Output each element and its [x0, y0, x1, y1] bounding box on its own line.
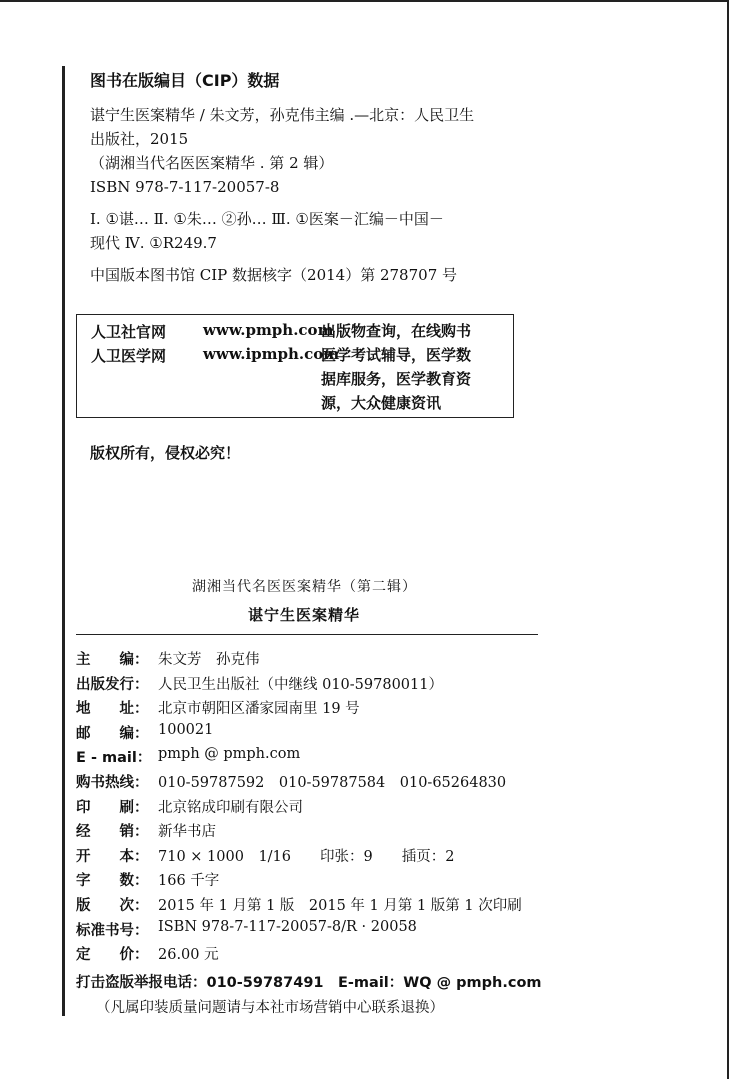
- site-desc-line: 源，大众健康资讯: [321, 394, 442, 412]
- info-label: 出版发行：: [76, 676, 149, 693]
- info-value: 710 × 1000 1/16 印张：9 插页：2: [158, 848, 455, 865]
- cip-heading: 图书在版编目（CIP）数据: [90, 71, 280, 90]
- left-margin-rule: [62, 66, 65, 1016]
- book-title: 谌宁生医案精华: [248, 606, 361, 624]
- site-desc-line: 据库服务，医学教育资: [321, 370, 472, 388]
- publication-info: [76, 648, 636, 968]
- quality-return-note: （凡属印装质量问题请与本社市场营销中心联系退换）: [96, 1000, 444, 1016]
- info-row-price: [76, 943, 636, 968]
- info-value: 166 千字: [158, 873, 220, 890]
- info-value: 2015 年 1 月第 1 版 2015 年 1 月第 1 版第 1 次印刷: [158, 897, 522, 914]
- frame-right-border: [727, 0, 729, 1079]
- info-label: 版 次：: [76, 897, 149, 914]
- info-value: 朱文芳 孙克伟: [158, 652, 260, 668]
- info-label: 主 编：: [76, 652, 149, 668]
- site-url-ipmph[interactable]: www.ipmph.com: [203, 345, 340, 363]
- info-label: 邮 编：: [76, 725, 149, 742]
- info-label: 开 本：: [76, 848, 149, 865]
- info-row-postcode: [76, 722, 636, 747]
- site-row-pmph: [91, 321, 334, 342]
- info-label: E - mail：: [76, 750, 152, 767]
- cip-line-publisher: 出版社，2015: [90, 130, 189, 148]
- info-value: 新华书店: [158, 824, 216, 841]
- info-row-isbn: [76, 919, 636, 944]
- info-row-publisher: [76, 673, 636, 698]
- cip-record: [90, 103, 510, 287]
- info-row-email: [76, 746, 636, 771]
- copyright-notice: 版权所有，侵权必究！: [90, 444, 241, 462]
- info-label: 标准书号：: [76, 922, 149, 939]
- info-value: 100021: [158, 721, 214, 738]
- info-row-hotline: [76, 771, 636, 796]
- cip-line-isbn: ISBN 978-7-117-20057-8: [90, 178, 280, 196]
- site-row-ipmph: [91, 345, 340, 366]
- info-label: 地 址：: [76, 701, 149, 718]
- website-info-box: [76, 314, 514, 418]
- series-title: 湖湘当代名医医案精华（第二辑）: [192, 579, 417, 595]
- site-desc-line: 医学考试辅导，医学数: [321, 346, 472, 364]
- info-row-printer: [76, 796, 636, 821]
- info-row-address: [76, 697, 636, 722]
- cip-line-series: （湖湘当代名医医案精华 . 第 2 辑）: [90, 154, 334, 172]
- info-value: 人民卫生出版社（中继线 010-59780011）: [158, 676, 443, 693]
- info-value: 北京铭成印刷有限公司: [158, 799, 303, 816]
- site-name-ipmph: 人卫医学网: [91, 347, 167, 365]
- cip-line-classification: Ⅰ. ①谌… Ⅱ. ①朱… ②孙… Ⅲ. ①医案－汇编－中国－: [90, 210, 444, 228]
- site-services-description: [321, 319, 513, 415]
- site-url-pmph[interactable]: www.pmph.com: [203, 321, 334, 339]
- cip-line-data-number: 中国版本图书馆 CIP 数据核字（2014）第 278707 号: [90, 266, 458, 284]
- info-label: 购书热线：: [76, 774, 149, 791]
- info-label: 定 价：: [76, 947, 149, 964]
- info-label: 字 数：: [76, 873, 149, 890]
- site-desc-line: 出版物查询，在线购书: [321, 322, 472, 340]
- info-row-edition: [76, 894, 636, 919]
- site-name-pmph: 人卫社官网: [91, 323, 167, 341]
- info-value: ISBN 978-7-117-20057-8/R · 20058: [158, 918, 417, 935]
- cip-line-title: 谌宁生医案精华 / 朱文芳，孙克伟主编 .—北京：人民卫生: [90, 106, 475, 124]
- anti-piracy-report: 打击盗版举报电话：010-59787491 E-mail：WQ @ pmph.com: [76, 975, 542, 991]
- info-value: 26.00 元: [158, 947, 219, 964]
- divider-line: [76, 634, 538, 635]
- info-label: 印 刷：: [76, 799, 149, 816]
- info-label: 经 销：: [76, 824, 149, 841]
- info-row-format: [76, 845, 636, 870]
- cip-line-classification-cont: 现代 Ⅳ. ①R249.7: [90, 234, 217, 252]
- info-value: 010-59787592 010-59787584 010-65264830: [158, 774, 507, 791]
- info-value: pmph @ pmph.com: [158, 746, 301, 763]
- info-row-distributor: [76, 820, 636, 845]
- info-value: 北京市朝阳区潘家园南里 19 号: [158, 701, 360, 718]
- info-row-word-count: [76, 869, 636, 894]
- frame-top-border: [0, 0, 727, 2]
- info-row-editor: [76, 648, 636, 673]
